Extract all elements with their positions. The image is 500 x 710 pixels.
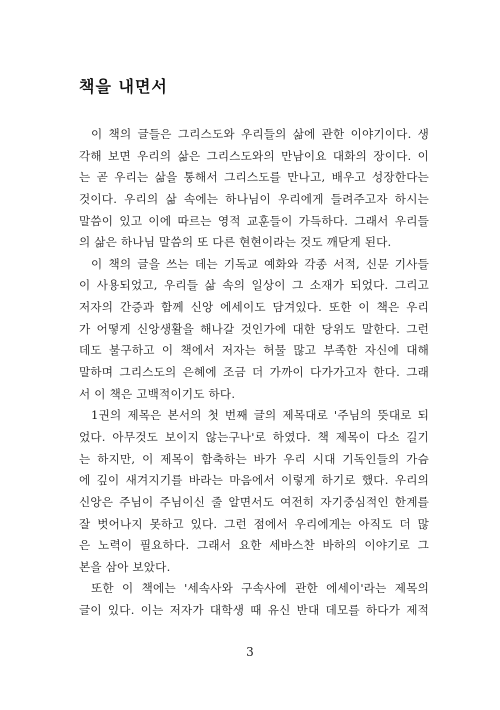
text-line: 글이 있다. 이는 저자가 대학생 때 유신 반대 데모를 하다가 제적: [79, 603, 429, 618]
text-line: 것이다. 우리의 삶 속에는 하나님이 우리에게 들려주고자 하시는: [79, 191, 429, 206]
text-line: 이 사용되었고, 우리들 삶 속의 일상이 그 소재가 되었다. 그리고: [79, 278, 429, 293]
text-line: 본을 삼아 보았다.: [79, 559, 171, 574]
text-line: 었다. 아무것도 보이지 않는구나'로 하였다. 책 제목이 다소 길기: [79, 429, 429, 444]
text-line: 서 이 책은 고백적이기도 하다.: [79, 386, 236, 401]
text-line: 1권의 제목은 본서의 첫 번째 글의 제목대로 '주님의 뜻대로 되: [91, 408, 429, 423]
text-line: 잘 벗어나지 못하고 있다. 그런 점에서 우리에게는 아직도 더 많: [79, 516, 429, 531]
text-line: 또한 이 책에는 '세속사와 구속사에 관한 에세이'라는 제목의: [91, 581, 429, 596]
text-line: 신앙은 주님이 주님이신 줄 알면서도 여전히 자기중심적인 한계를: [79, 494, 429, 509]
text-line: 는 하지만, 이 제목이 함축하는 바가 우리 시대 기독인들의 가슴: [79, 451, 429, 466]
text-line: 에 깊이 새겨지기를 바라는 마음에서 이렇게 하기로 했다. 우리의: [79, 473, 429, 488]
page-heading: 책을 내면서: [79, 77, 168, 96]
text-line: 데도 불구하고 이 책에서 저자는 허물 많고 부족한 자신에 대해: [79, 343, 429, 358]
text-line: 의 삶은 하나님 말씀의 또 다른 현현이라는 것도 깨닫게 된다.: [79, 235, 392, 250]
text-line: 이 책의 글들은 그리스도와 우리들의 삶에 관한 이야기이다. 생: [91, 127, 429, 141]
body-text: [79, 124, 429, 622]
text-line: 말하며 그리스도의 은혜에 조금 더 가까이 다가가고자 한다. 그래: [79, 365, 429, 380]
text-line: 말씀이 있고 이에 따르는 영적 교훈들이 가득하다. 그래서 우리들: [79, 213, 429, 228]
text-line: 이 책의 글을 쓰는 데는 기독교 예화와 각종 서적, 신문 기사들: [91, 256, 429, 271]
text-line: 가 어떻게 신앙생활을 해나갈 것인가에 대한 당위도 말한다. 그런: [79, 321, 429, 336]
text-line: 은 노력이 필요하다. 그래서 요한 세바스찬 바하의 이야기로 그: [79, 538, 429, 553]
text-line: 각해 보면 우리의 삶은 그리스도와의 만남이요 대화의 장이다. 이: [79, 148, 429, 163]
text-line: 는 곧 우리는 삶을 통해서 그리스도를 만나고, 배우고 성장한다는: [79, 170, 429, 185]
page-number: 3: [246, 645, 254, 659]
text-line: 저자의 간증과 함께 신앙 에세이도 담겨있다. 또한 이 책은 우리: [79, 300, 429, 315]
